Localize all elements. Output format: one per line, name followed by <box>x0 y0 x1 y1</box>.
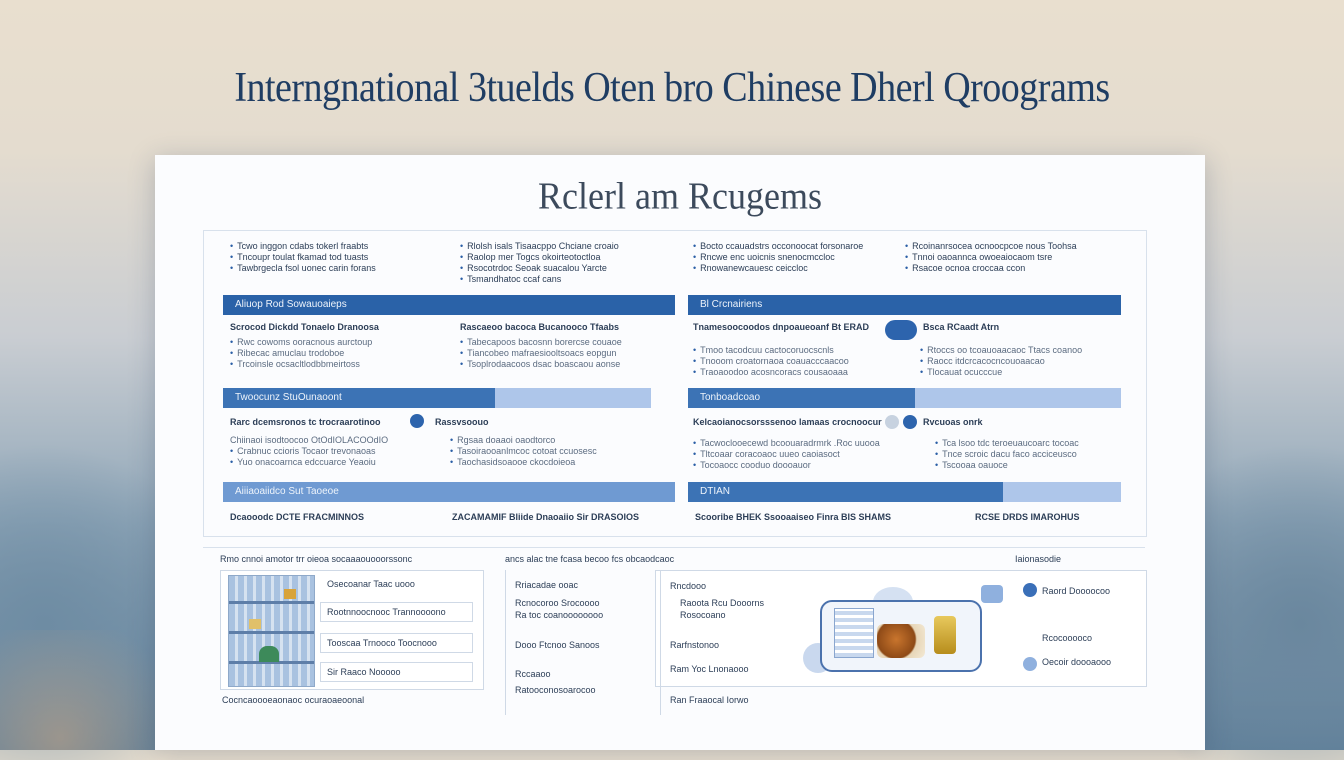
footer-label: ZACAMAMIF Bliide Dnaoaiio Sir DRASOIOS <box>452 512 640 522</box>
section-heading: Tnamesoocoodos dnpoaueoanf Bt ERAD <box>693 322 870 332</box>
section-bar[interactable]: Aiiiaoaiidco Sut Taoeoe <box>223 482 675 502</box>
mid-list-item[interactable]: Dooo Ftcnoo Sanoos <box>515 640 600 650</box>
section-bar[interactable]: Tonboadcoao <box>688 388 915 408</box>
footer-label: RCSE DRDS IMAROHUS <box>975 512 1080 522</box>
side-item[interactable]: Oecoir doooaooo <box>1042 657 1112 667</box>
intro-item: • Rncwe enc uoicnis snenocmccloc <box>693 252 835 262</box>
program-card <box>155 155 1205 750</box>
list-item: • Raocc itdcrcacocncouoaacao <box>920 356 1045 366</box>
list-item: • Rwc cowoms ooracnous aurctoup <box>230 337 372 347</box>
section-bar-tail <box>495 388 651 408</box>
mid-list-item[interactable]: Rcnocoroo Srocoooo <box>515 598 600 608</box>
list-item: • Tsoplrodaacoos dsac boascaou aonse <box>460 359 620 369</box>
radio-selected-icon[interactable] <box>903 415 917 429</box>
map-icon[interactable] <box>981 585 1003 603</box>
list-item: • Rtoccs oo tcoauoaacaoc Ttacs coanoo <box>920 345 1082 355</box>
intro-item: • Bocto ccauadstrs occonoocat forsonaroe <box>693 241 863 251</box>
list-item: Chiinaoi isodtoocoo OtOdIOLACOOdIO <box>230 435 389 445</box>
section-heading: Rascaeoo bacoca Bucanooco Tfaabs <box>460 322 620 332</box>
lower-headline: Iaionasodie <box>1015 554 1062 564</box>
intro-item: • Tncoupr toulat fkamad tod tuasts <box>230 252 368 262</box>
list-item: • Tmoo tacodcuu cactocoruocscnls <box>693 345 834 355</box>
section-bar-tail <box>915 388 1121 408</box>
list-item: • Tocoaocc cooduo doooauor <box>693 460 811 470</box>
intro-item: • Rsacoe ocnoa croccaa ccon <box>905 263 1025 273</box>
mid-list-item[interactable]: Rccaaoo <box>515 669 551 679</box>
section-heading: Scrocod Dickdd Tonaelo Dranoosa <box>230 322 379 332</box>
form-label: Osecoanar Taac uooo <box>327 579 415 589</box>
intro-item: • Rlolsh isals Tisaacppo Chciane croaio <box>460 241 619 251</box>
side-item[interactable]: Rcocooooco <box>1042 633 1093 643</box>
intro-item: • Tcwo inggon cdabs tokerl fraabts <box>230 241 368 251</box>
intro-item: • Rsocotrdoc Seoak suacalou Yarcte <box>460 263 607 273</box>
intro-item: • Raolop mer Togcs okoirteotoctloa <box>460 252 601 262</box>
footer-label: Scooribe BHEK Ssooaaiseo Finra BIS SHAMS <box>695 512 892 522</box>
column-divider <box>660 570 661 715</box>
list-item: • Tnooom croatornaoa coauacccaacoo <box>693 356 849 366</box>
dormitory-illustration <box>820 600 982 672</box>
list-item: • Tabecapoos bacosnn borercse couaoe <box>460 337 622 347</box>
intro-item: • Rnowanewcauesc ceiccloc <box>693 263 808 273</box>
location-icon[interactable] <box>1023 583 1037 597</box>
section-bar[interactable]: Bl Crcnairiens <box>688 295 1121 315</box>
list-item: • Tacwoclooecewd bcoouaradrmrk .Roc uuooa <box>693 438 880 448</box>
section-bar-tail <box>1003 482 1121 502</box>
mid-list-item[interactable]: Rriacadae ooac <box>515 580 579 590</box>
intro-item: • Tnnoi oaoannca owoeaiocaom tsre <box>905 252 1052 262</box>
section-heading: Kelcaoianocsorsssenoo lamaas crocnoocur <box>693 417 882 427</box>
page-title: Interngnational 3tuelds Oten bro Chinese Dherl Qroograms <box>234 64 1110 112</box>
footer-label: Dcaooodc DCTE FRACMINNOS <box>230 512 365 522</box>
form-footer: Cocncaoooeaonaoc ocuraoaeoonal <box>222 695 365 705</box>
detail-item[interactable]: Rarfnstonoo <box>670 640 720 650</box>
section-heading: Rassvsoouo <box>435 417 489 427</box>
mid-list-item[interactable]: Ratooconosoarocoo <box>515 685 596 695</box>
library-photo <box>228 575 315 687</box>
intro-item: • Rcoinanrsocea ocnoocpcoe nous Toohsa <box>905 241 1077 251</box>
toggle-pill[interactable] <box>885 320 917 340</box>
section-heading: Bsca RCaadt Atrn <box>923 322 1000 332</box>
detail-item[interactable]: Rncdooo <box>670 581 707 591</box>
list-item: • Yuo onacoarnca edccuarce Yeaoiu <box>230 457 376 467</box>
section-heading: Rarc dcemsronos tc trocraarotinoo <box>230 417 381 427</box>
list-item: • Tasoiraooanlmcoc cotoat ccuosesc <box>450 446 597 456</box>
info-icon[interactable] <box>410 414 424 428</box>
list-item: • Taochasidsoaooe ckocdoieoa <box>450 457 575 467</box>
mid-list-item[interactable]: Ra toc coanoooooooo <box>515 610 604 620</box>
column-divider <box>505 570 506 715</box>
section-bar[interactable]: Aliuop Rod Sowauoaieps <box>223 295 675 315</box>
lower-headline: ancs alac tne fcasa becoo fcs obcaodcaoc <box>505 554 675 564</box>
side-item[interactable]: Raord Doooocoo <box>1042 586 1111 596</box>
section-bar[interactable]: DTIAN <box>688 482 1003 502</box>
list-item: • Tscooaa oauoce <box>935 460 1008 470</box>
detail-item[interactable]: Raoota Rcu Dooorns <box>680 598 765 608</box>
form-field[interactable]: Tooscaa Trnooco Toocnooo <box>320 633 473 653</box>
list-item: • Tca lsoo tdc teroeuaucoarc tocoac <box>935 438 1079 448</box>
list-item: • Rgsaa doaaoi oaodtorco <box>450 435 555 445</box>
form-field[interactable]: Sir Raaco Nooooo <box>320 662 473 682</box>
list-item: • Tltcoaar coracoaoc uueo caoiasoct <box>693 449 840 459</box>
user-icon[interactable] <box>1023 657 1037 671</box>
intro-item: • Tawbrgecla fsol uonec carin forans <box>230 263 376 273</box>
section-heading: Rvcuoas onrk <box>923 417 983 427</box>
list-item: • Tiancobeo mafraesiooltsoacs eopgun <box>460 348 616 358</box>
radio-icon[interactable] <box>885 415 899 429</box>
detail-item[interactable]: Ram Yoc Lnonaooo <box>670 664 749 674</box>
list-item: • Trcoinsle ocsacltlodbbmeirtoss <box>230 359 360 369</box>
detail-item[interactable]: Ran Fraaocal Iorwo <box>670 695 749 705</box>
intro-item: • Tsmandhatoc ccaf cans <box>460 274 561 284</box>
list-item: • Tnce scroic dacu faco acciceusco <box>935 449 1077 459</box>
lower-headline: Rmo cnnoi amotor trr oieoa socaaaouooorssonc <box>220 554 413 564</box>
list-item: • Ribecac amuclau trodoboe <box>230 348 344 358</box>
list-item: • Crabnuc ccioris Tocaor trevonaoas <box>230 446 376 456</box>
form-field[interactable]: Rootnnoocnooc Trannoooono <box>320 602 473 622</box>
list-item: • Traoaoodoo acosncoracs cousaoaaa <box>693 367 848 377</box>
card-title: Rclerl am Rcugems <box>538 175 822 217</box>
list-item: • Tlocauat ocucccue <box>920 367 1002 377</box>
section-bar[interactable]: Twoocunz StuOunaoont <box>223 388 495 408</box>
detail-item[interactable]: Rosocoano <box>680 610 726 620</box>
